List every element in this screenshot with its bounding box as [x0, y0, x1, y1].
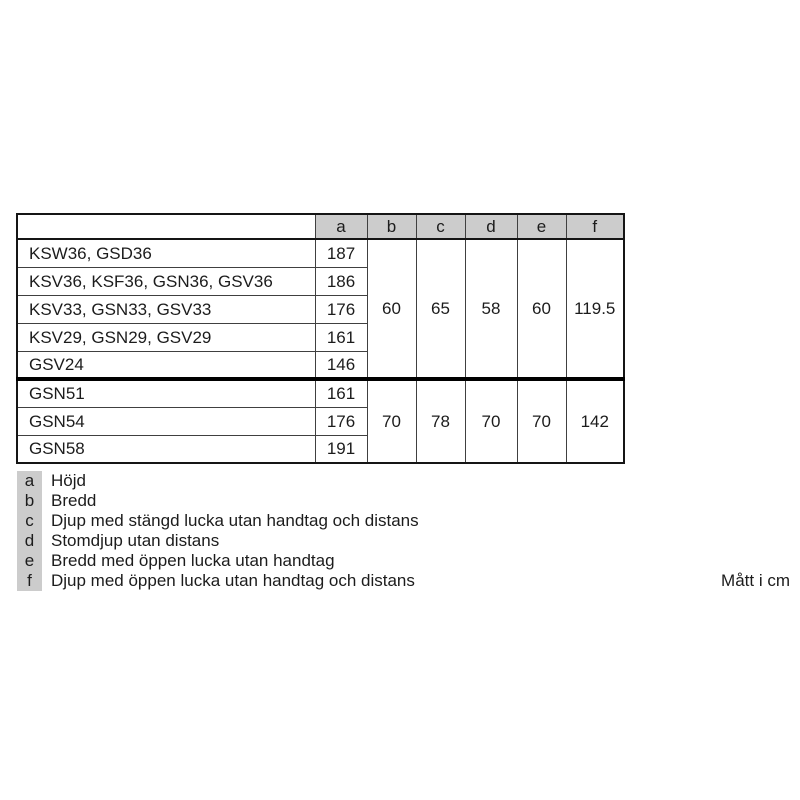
model-cell: GSN51	[17, 379, 315, 407]
column-header-c: c	[416, 214, 465, 239]
legend-key: e	[17, 551, 42, 571]
legend	[17, 471, 419, 591]
legend-item	[17, 551, 419, 571]
model-cell: KSV33, GSN33, GSV33	[17, 295, 315, 323]
value-cell-a: 146	[315, 351, 367, 379]
dimensions-table	[16, 213, 625, 464]
value-cell-a: 161	[315, 323, 367, 351]
value-cell-a: 161	[315, 379, 367, 407]
value-cell-a: 187	[315, 239, 367, 267]
shared-value-f: 119.5	[566, 239, 624, 379]
shared-value-d: 70	[465, 379, 517, 463]
column-header-models	[17, 214, 315, 239]
legend-item	[17, 511, 419, 531]
table-row	[17, 239, 624, 267]
model-cell: GSV24	[17, 351, 315, 379]
value-cell-a: 176	[315, 407, 367, 435]
value-cell-a: 176	[315, 295, 367, 323]
legend-key: f	[17, 571, 42, 591]
legend-text: Djup med öppen lucka utan handtag och distans	[51, 571, 415, 590]
legend-text: Djup med stängd lucka utan handtag och distans	[51, 511, 419, 530]
model-cell: KSV36, KSF36, GSN36, GSV36	[17, 267, 315, 295]
column-header-d: d	[465, 214, 517, 239]
legend-key: b	[17, 491, 42, 511]
column-header-f: f	[566, 214, 624, 239]
shared-value-c: 78	[416, 379, 465, 463]
shared-value-e: 70	[517, 379, 566, 463]
column-header-b: b	[367, 214, 416, 239]
legend-item	[17, 571, 419, 591]
legend-text: Stomdjup utan distans	[51, 531, 220, 550]
column-header-e: e	[517, 214, 566, 239]
units-note: Mått i cm	[721, 571, 790, 590]
model-cell: KSW36, GSD36	[17, 239, 315, 267]
column-header-a: a	[315, 214, 367, 239]
shared-value-f: 142	[566, 379, 624, 463]
shared-value-e: 60	[517, 239, 566, 379]
legend-key: d	[17, 531, 42, 551]
legend-item	[17, 531, 419, 551]
legend-item	[17, 491, 419, 511]
legend-key: c	[17, 511, 42, 531]
value-cell-a: 186	[315, 267, 367, 295]
legend-item	[17, 471, 419, 491]
legend-text: Bredd	[51, 491, 97, 510]
table-row	[17, 379, 624, 407]
model-cell: KSV29, GSN29, GSV29	[17, 323, 315, 351]
model-cell: GSN54	[17, 407, 315, 435]
shared-value-b: 70	[367, 379, 416, 463]
shared-value-c: 65	[416, 239, 465, 379]
legend-text: Höjd	[51, 471, 86, 490]
value-cell-a: 191	[315, 435, 367, 463]
table-header-row	[17, 214, 624, 239]
legend-text: Bredd med öppen lucka utan handtag	[51, 551, 335, 570]
model-cell: GSN58	[17, 435, 315, 463]
shared-value-d: 58	[465, 239, 517, 379]
legend-key: a	[17, 471, 42, 491]
shared-value-b: 60	[367, 239, 416, 379]
